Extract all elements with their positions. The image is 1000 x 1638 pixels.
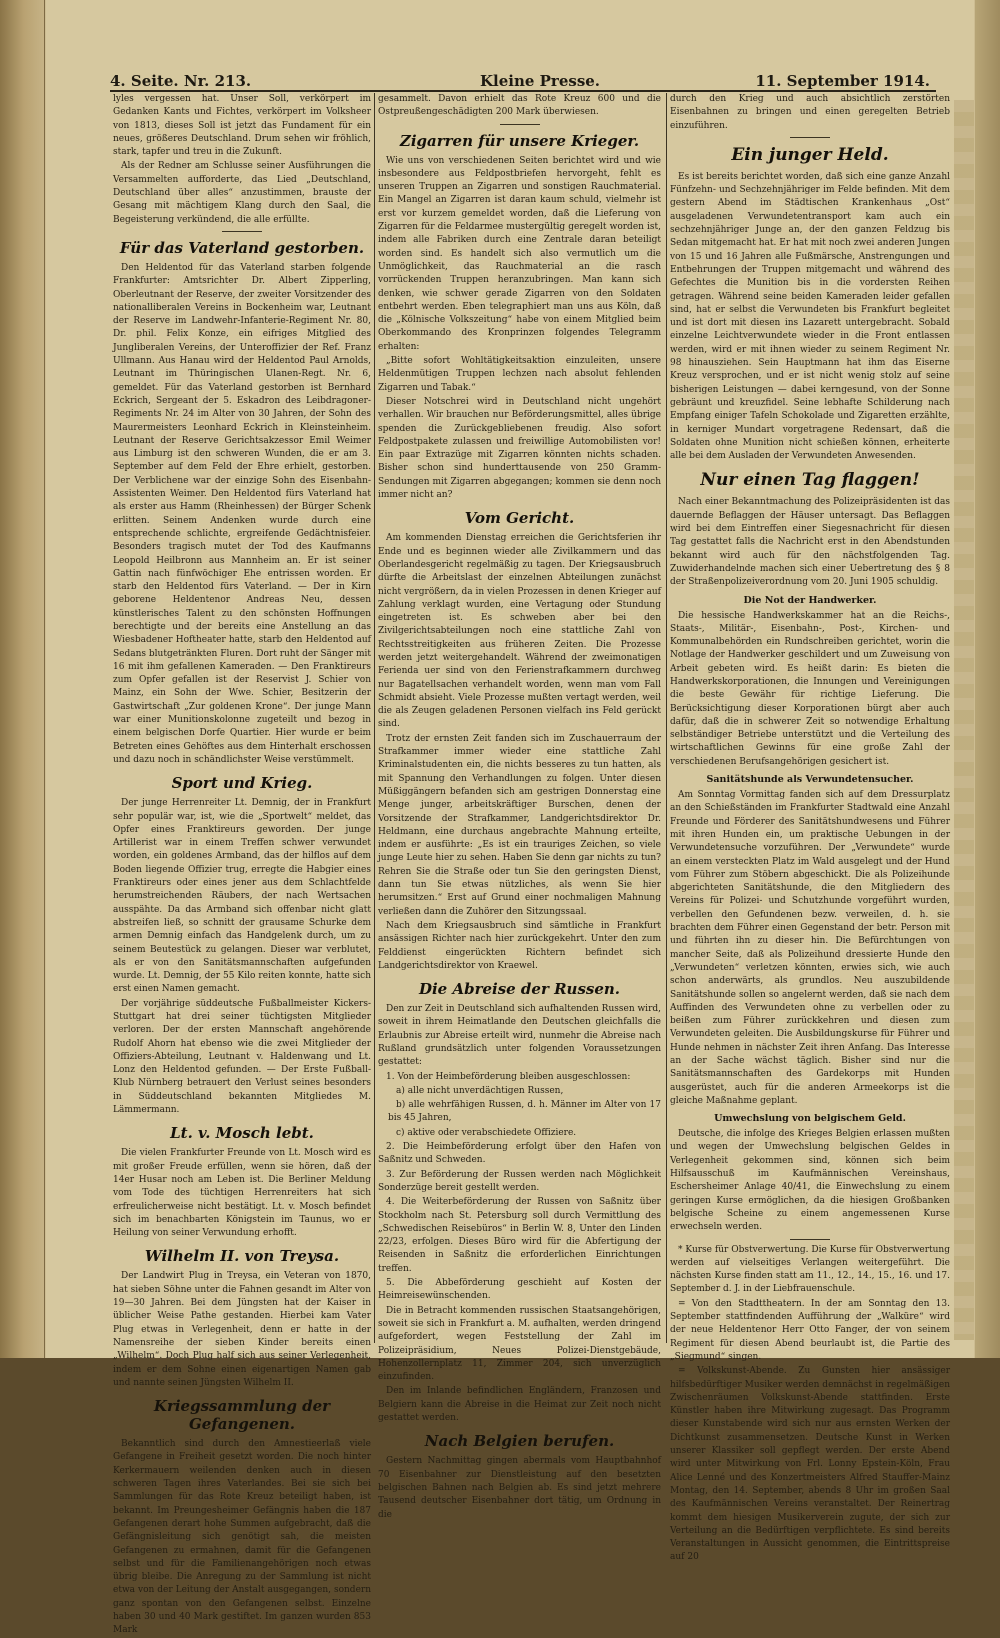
- article-text: Wie uns von verschiedenen Seiten berichtet wird und wie insbesondere aus Feldpostbriefen hervorgeht, fehlt es unseren Truppen an Zigarren und sonstigen Rauchmaterial. Ein Mangel an Zigarren ist daran kaum schuld, vielmehr ist erst vor kurzem gemeldet worden, daß die Lieferung von Zigarren für die Feldarmee mustergültig geregelt worden ist, indem alle Fabriken durch eine Zentrale daran beteiligt worden sind. Es handelt sich also vermutlich um die Unmöglichkeit, das Rauchmaterial an die rasch vorrückenden Truppen heranzubringen. Man kann sich denken, wie schwer gerade Zigarren von den Soldaten entbehrt werden. Eben telegraphiert man uns aus Köln, daß die „Kölnische Volkszeitung“ habe von einem Mitglied beim Oberkommando des Kronprinzen folgendes Telegramm erhalten:: [378, 155, 661, 352]
- article-text: lyles vergessen hat. Unser Soll, verkörpert im Gedanken Kants und Fichtes, verkörpert im Volksheer von 1813, dieses Soll ist jetzt das Fundament für ein neues, größeres Deutschland. Drum sehen wir fröhlich, stark, tapfer und treu in die Zukunft.: [113, 94, 371, 158]
- article-text: gesammelt. Davon erhielt das Rote Kreuz 600 und die Ostpreußengeschädigten 200 Mark überwiesen.: [378, 94, 661, 118]
- header-rule: [110, 90, 936, 92]
- article-heading: Sport und Krieg.: [171, 774, 313, 793]
- article-heading: Nach Belgien berufen.: [424, 1432, 615, 1451]
- article-text: Deutsche, die infolge des Krieges Belgien erlassen mußten und wegen der Umwechslung belgischen Geldes in Verlegenheit gekommen sind, können sich beim Hilfsausschuß im Kaufmännischen Vereinshaus, Eschersheimer Anlage 40/41, die Einwechslung zu einem geringen Kurse ermöglichen, da die hiesigen Großbanken belgische Scheine zu einem angemessenen Kurse erwechseln werden.: [670, 1129, 950, 1233]
- list-item: 4. Die Weiterbeförderung der Russen von Saßnitz über Stockholm nach St. Petersburg soll durch Vermittlung des „Schwedischen Reisebüros“ in Berlin W. 8, Unter den Linden 22/23, erfolgen. Dieses Büro wird für die Abfertigung der Reisenden in Saßnitz die erforderlichen Einrichtungen treffen.: [378, 1197, 661, 1274]
- article-text: Der junge Herrenreiter Lt. Demnig, der in Frankfurt sehr populär war, ist, wie die „Sportwelt“ meldet, das Opfer eines Franktireurs geworden. Der junge Artillerist war in einem Treffen schwer verwundet worden, ein goldenes Armband, das der hilflos auf dem Boden liegende Offizier trug, erregte die Habgier eines Franktireurs oder eines jener aus dem Schlachtfelde herumstreichenden Räubers, der nach Wertsachen ausspähte. Da das Armband sich offenbar nicht glatt abstreifen ließ, so schnitt der grausame Schurke dem armen Demnig einfach das Handgelenk durch, um zu seinem Beutestück zu gelangen. Dieser war verblutet, als er von den Sanitätsmannschaften aufgefunden wurde. Lt. Demnig, der 55 Kilo reiten konnte, hatte sich erst einen Namen gemacht.: [113, 798, 371, 995]
- list-item: a) alle nicht unverdächtigen Russen,: [396, 1085, 564, 1096]
- page-number: 4. Seite. Nr. 213.: [110, 72, 252, 90]
- list-item: 2. Die Heimbeförderung erfolgt über den Hafen von Saßnitz und Schweden.: [378, 1142, 661, 1166]
- column-3: [670, 93, 950, 1563]
- article-text: Die vielen Frankfurter Freunde von Lt. Mosch wird es mit großer Freude erfüllen, wenn sie hören, daß der 14er Husar noch am Leben ist. Die Berliner Meldung vom Tode des tüchtigen Herrenreiters hat sich erfreulicherweise nicht bestätigt. Lt. v. Mosch befindet sich im benachbarten Königstein im Taunus, wo er Heilung von seiner Verwundung erhofft.: [113, 1148, 371, 1239]
- article-heading: Wilhelm II. von Treysa.: [144, 1247, 340, 1266]
- article-text: Den zur Zeit in Deutschland sich aufhaltenden Russen wird, soweit in ihrem Heimatlande den Deutschen gleichfalls die Erlaubnis zur Abreise erteilt wird, nunmehr die Abreise nach Rußland grundsätzlich unter folgenden Voraussetzungen gestattet:: [378, 1004, 661, 1068]
- article-text: Nach dem Kriegsausbruch sind sämtliche in Frankfurt ansässigen Richter nach hier zurückgekehrt. Unter den zum Felddienst eingerückten Richtern befindet sich Landgerichtsdirektor von Kraewel.: [378, 920, 661, 971]
- article-text: = Von den Stadttheatern. In der am Sonntag den 13. September stattfindenden Aufführung der „Walküre“ wird der neue Heldentenor Herr Otto Fanger, der von seinem Regiment für diesen Abend beurlaubt ist, die Partie des „Siegmund“ singen.: [670, 1298, 950, 1362]
- article-heading: Die Abreise der Russen.: [418, 980, 621, 999]
- list-item: 5. Die Abbeförderung geschieht auf Kosten der Heimreisewünschenden.: [378, 1278, 661, 1302]
- article-text: durch den Krieg und auch absichtlich zerstörten Eisenbahnen zu bringen und einen geregelten Betrieb einzuführen.: [670, 94, 950, 131]
- article-text: Am kommenden Dienstag erreichen die Gerichtsferien ihr Ende und es beginnen wieder alle Zivilkammern und das Oberlandesgericht regelmäßig zu tagen. Der Kriegsausbruch dürfte die Arbeitslast der einzelnen Abteilungen zunächst nicht vergrößern, da in vielen Prozessen in denen Krieger auf Zahlung verklagt wurden, eine Vertagung oder Stundung eingetreten ist. Es schweben aber bei den Zivilgerichtsabteilungen noch eine stattliche Zahl von Rechtsstreitigkeiten aus früheren Zeiten. Die Prozesse werden jetzt weitergehandelt. Während der zweimonatigen Ferienda uer sind von den Ferienstrafkammern durchweg nur Bagatellsachen verhandelt worden, wenn man vom Fall Schmidt absieht. Viele Prozesse mußten vertagt werden, weil die als Zeugen geladenen Personen vielfach ins Feld gerückt sind.: [378, 533, 661, 730]
- article-text: Gestern Nachmittag gingen abermals vom Hauptbahnhof 70 Eisenbahner zur Dienstleistung auf den besetzten belgischen Bahnen nach Belgien ab. Es sind jetzt mehrere Tausend deutscher Eisenbahner dort tätig, um Ordnung in die: [378, 1456, 661, 1520]
- article-subheading: Die Not der Handwerker.: [743, 594, 877, 606]
- paper-title: Kleine Presse.: [480, 72, 601, 90]
- list-item: c) aktive oder verabschiedete Offiziere.: [396, 1127, 577, 1138]
- page-edge-right: [975, 0, 1000, 1358]
- article-text: Die hessische Handwerkskammer hat an die Reichs-, Staats-, Militär-, Eisenbahn-, Post-, Kirchen- und Kommunalbehörden ein Rundschreiben gerichtet, worin die Notlage der Handwerker geschildert und um Zuweisung von Arbeit gebeten wird. Es heißt darin: Es bieten die Handwerkskorporationen, die Innungen und Vereinigungen die beste Gewähr für richtige Lieferung. Die Berücksichtigung dieser Korporationen bürgt aber auch dafür, daß die in schwerer Zeit so notwendige Erhaltung selbständiger Betriebe unterstützt und die Verteilung des wirtschaftlichen Gewinns für eine große Zahl der verschiedenen Berufsangehörigen gesichert ist.: [670, 610, 950, 767]
- article-text: Am Sonntag Vormittag fanden sich auf dem Dressurplatz an den Schießständen im Frankfurter Stadtwald eine Anzahl Freunde und Förderer des Sanitätshundwesens und Führer mit ihren Hunden ein, um praktische Uebungen in der Verwundetensuche vorzuführen. Der „Verwundete“ wurde an einem versteckten Platz im Wald ausgelegt und der Hund vom Führer zum Stöbern abgeschickt. Die als Polizeihunde abgerichteten Sanitätshunde, die den Mitgliedern des Vereins für Polizei- und Schutzhunde vorgeführt wurden, verbellen den Gefundenen bezw. verweilen, d. h. sie brachten dem Führer einen Gegenstand der betr. Person mit und führten ihn zu dieser hin. Die Befürchtungen von mancher Seite, daß als Polizeihund dressierte Hunde den „Verwundeten“ verletzen könnten, erwies sich, wie auch schon anderwärts, als grundlos. Neu auszubildende Sanitätshunde sollen so angelernt werden, daß sie nach dem Auffinden des Verwundeten ohne zu verbellen oder zu beißen zum Führer zurückkehren und diesen zum Verwundeten geleiten. Die Ausbildungskurse für Führer und Hunde nehmen in nächster Zeit ihren Anfang. Das Interesse an der Sache wächst täglich. Bisher sind nur die Sanitätsmannschaften des Gardekorps mit Hunden ausgerüstet, auch für die anderen Armeekorps ist die gleiche Maßnahme geplant.: [670, 790, 950, 1106]
- article-text: Trotz der ernsten Zeit fanden sich im Zuschauerraum der Strafkammer immer wieder eine stattliche Zahl Kriminalstudenten ein, die nichts besseres zu tun hatten, als mit Spannung den Verhandlungen zu folgen. Unter diesen Müßiggängern befanden sich am gestrigen Donnerstag eine Menge junger, arbeitskräftiger Burschen, denen der Vorsitzende der Strafkammer, Landgerichtsdirektor Dr. Heldmann, eine durchaus angebrachte Mahnung erteilte, indem er ausführte: „Es ist ein trauriges Zeichen, so viele junge Leute hier zu sehen. Haben Sie denn gar nichts zu tun? Rehren Sie die Straße oder tun Sie den geringsten Dienst, dann tun Sie etwas nützliches, als wenn Sie hier herumsitzen.“ Erst auf Grund einer nochmaligen Mahnung verließen dann die Zuhörer den Sitzungssaal.: [378, 733, 661, 917]
- list-item: 3. Zur Beförderung der Russen werden nach Möglichkeit Sonderzüge bereit gestellt werden.: [378, 1169, 661, 1193]
- list-item: 1. Von der Heimbeförderung bleiben ausgeschlossen:: [386, 1071, 631, 1082]
- column-2: [378, 93, 661, 1520]
- article-text: = Volkskunst-Abende. Zu Gunsten hier ansässiger hilfsbedürftiger Musiker werden demnächst in regelmäßigen Zwischenräumen Volkskunst-Abende stattfinden. Erste Künstler haben ihre Mitwirkung zugesagt. Das Programm dieser Kunstabende wird sich nur aus ernsten Werken der Dichtkunst zusammensetzen. Deutsche Kunst in Werken unserer Klassiker soll gepflegt werden. Der erste Abend wird unter Mitwirkung von Frl. Lonny Epstein-Köln, Frau Alice Lenné und des Konzertmeisters Alfred Stauffer-Mainz Montag, den 14. September, abends 8 Uhr im großen Saal des Kaufmännischen Vereins veranstaltet. Der Reinertrag kommt dem hiesigen Musikerverein zugute, der sich zur Verteilung an die Bedürftigen verpflichtete. Es sind bereits Veranstaltungen in Aussicht genommen, die Eintrittspreise auf 20: [670, 1366, 950, 1563]
- list-item: b) alle wehrfähigen Russen, d. h. Männer im Alter von 17 bis 45 Jahren,: [388, 1100, 661, 1124]
- article-text: * Kurse für Obstverwertung. Die Kurse für Obstverwertung werden auf vielseitiges Verlangen weitergeführt. Die nächsten Kurse finden statt am 11., 12., 14., 15., 16. und 17. September d. J. in der Liebfrauenschule.: [670, 1244, 950, 1295]
- article-text: Es ist bereits berichtet worden, daß sich eine ganze Anzahl Fünfzehn- und Sechzehnjähriger im Felde befinden. Mit dem gestern Abend im Städtischen Krankenhaus „Ost“ ausgeladenen Verwundetentransport kam auch ein sechzehnjähriger Junge an, der den ganzen Feldzug bis Sedan mitgemacht hat. Er hat mit noch zwei anderen Jungen von 15 und 16 Jahren alle Fußmärsche, Anstrengungen und Entbehrungen der Truppen mitgemacht und während des Gefechtes die Munition bis in die vordersten Reihen getragen. Während seine beiden Kameraden leider gefallen sind, hat er selbst die Verwundeten bis Frankfurt begleitet und ist dort mit diesen ins Lazarett untergebracht. Sobald einzelne Leichtverwundete wieder in die Front entlassen werden, wird er mit ihnen wieder zu seinem Regiment Nr. 98 hinausziehen. Sein Hauptmann hat ihm das Eiserne Kreuz versprochen, und er ist nicht wenig stolz auf seine bisherigen Leistungen — dabei kerngesund, von der Sonne gebräunt und kreuzfidel. Seine lebhafte Schilderung nach Empfang einiger Tafeln Schokolade und Zigaretten erzählte, in kerniger Mundart vorgetragene Redensart, daß die Soldaten ohne Munition nicht schießen können, erheiterte alle bei dem Ausladen der Verwundeten Anwesenden.: [670, 171, 950, 462]
- column-separator: [374, 93, 375, 1343]
- adjacent-page-strip: [954, 100, 974, 1340]
- article-text: Nach einer Bekanntmachung des Polizeipräsidenten ist das dauernde Beflaggen der Häuser untersagt. Das Beflaggen wird bei dem Eintreffen einer Siegesnachricht für diesen Tag gestattet falls die Nachricht erst in den Abendstunden bekannt wird auch für den nächstfolgenden Tag. Zuwiderhandelnde machen sich einer Uebertretung des § 8 der Straßenpolizeiverordnung vom 20. Juni 1905 schuldig.: [670, 497, 950, 588]
- telegram-text: „Bitte sofort Wohltätigkeitsaktion einzuleiten, unsere Heldenmütigen Truppen lechzen nach absolut fehlenden Zigarren und Tabak.“: [378, 356, 661, 393]
- article-heading: Nur einen Tag flaggen!: [700, 470, 920, 491]
- article-heading: Zigarren für unsere Krieger.: [399, 131, 640, 150]
- article-heading: Für das Vaterland gestorben.: [119, 238, 365, 257]
- article-subheading: Sanitätshunde als Verwundetensucher.: [706, 774, 914, 786]
- issue-date: 11. September 1914.: [755, 72, 930, 90]
- article-text: Der Landwirt Plug in Treysa, ein Veteran von 1870, hat sieben Söhne unter die Fahnen gesandt im Alter von 19—30 Jahren. Bei dem Jüngsten hat der Kaiser in üblicher Weise Pathe gestanden. Hierbei kam Vater Plug etwas in Verlegenheit, denn er hatte in der Namensreihe der sieben Kinder bereits einen „Wilhelm“. Doch Plug half sich aus seiner Verlegenheit, indem er dem Sohne einen eigenartigen Namen gab und nannte seinen Jüngsten Wilhelm II.: [113, 1271, 371, 1388]
- divider: [500, 124, 540, 125]
- column-separator: [666, 93, 667, 1343]
- article-heading: Ein junger Held.: [731, 144, 889, 165]
- article-text: Der vorjährige süddeutsche Fußballmeister Kickers-Stuttgart hat drei seiner tüchtigsten Mitglieder verloren. Der der ersten Mannschaft angehörende Rudolf Ahorn hat ebenso wie die zwei Mitglieder der Offiziers-Abteilung, Leutnant v. Haldenwang und Lt. Lonz den Heldentod gefunden. — Der Erste Fußball-Klub Nürnberg betrauert den Verlust seines besonders in Süddeutschland bekannten Mitgliedes M. Lämmermann.: [113, 998, 371, 1116]
- article-text: Dieser Notschrei wird in Deutschland nicht ungehört verhallen. Wir brauchen nur Beförderungsmittel, alles übrige spenden die Zurückgebliebenen freudig. Also sofort Feldpostpakete zulassen und freiwillige Automobilisten vor! Ein paar Extrazüge mit Zigarren könnten nichts schaden. Bisher schon sind hunderttausende von 250 Gramm-Sendungen mit Zigarren abgegangen; kommen sie denn noch immer nicht an?: [378, 396, 661, 501]
- binding-edge-left: [0, 0, 45, 1358]
- article-heading: Lt. v. Mosch lebt.: [170, 1124, 314, 1143]
- article-heading: Kriegssammlung der Gefangenen.: [153, 1397, 331, 1434]
- divider: [790, 1239, 830, 1240]
- article-text: Den Heldentod für das Vaterland starben folgende Frankfurter: Amtsrichter Dr. Albert Zipperling, Oberleutnant der Reserve, der zweiter Vorsitzender des nationalliberalen Vereins in Bockenheim war, Leutnant der Reserve im Landwehr-Infanterie-Regiment Nr. 80, Dr. phil. Felix Konze, ein eifriges Mitglied des Jungliberalen Vereins, der Unteroffizier der Ref. Franz Ullmann. Aus Hanau wird der Heldentod Paul Arnolds, Leutnant im Thüringischen Ulanen-Regt. Nr. 6, gemeldet. Für das Vaterland gestorben ist Bernhard Eckrich, Sergeant der 5. Eskadron des Leibdragoner-Regiments Nr. 24 im Alter von 30 Jahren, der Sohn des Maurermeisters Leonhard Eckrich in Kleinsteinheim. Leutnant der Reserve Gerichtsakzessor Emil Weimer aus Limburg ist den schweren Wunden, die er am 3. September auf dem Feld der Ehre erhielt, gestorben. Der Verblichene war der einzige Sohn des Eisenbahn-Assistenten Weimer. Den Heldentod fürs Vaterland hat als erster aus Hamm (Rheinhessen) der Bürger Schenk erlitten. Seinem Andenken wurde durch eine entsprechende schlichte, ergreifende Gedächtnisfeier. Besonders tragisch mutet der Tod des Kaufmanns Leopold Heilbronn aus Mannheim an. Er ist seiner Gattin nach fünfwöchiger Ehe entrissen worden. Er starb den Heldentod fürs Vaterland. — Der in Kirn geborene Heldentenor Andreas Neu, dessen künstlerisches Talent zu den schönsten Hoffnungen berechtigte und der bereits eine Anstellung an das Wiesbadener Hoftheater hatte, starb den Heldentod auf Sedans blutgetränkten Fluren. Dort ruht der Sänger mit 16 mit ihm gefallenen Kameraden. — Den Franktireurs zum Opfer gefallen ist der Reservist J. Schier von Mainz, ein Sohn der Wwe. Schier, Besitzerin der Gastwirtschaft „Zur goldenen Krone“. Der junge Mann war einer Munitionskolonne zugeteilt und bezog in einem belgischen Dorfe Quartier. Hier wurde er beim Betreten eines Gehöftes aus dem Hinterhalt erschossen und dazu noch in schändlichster Weise verstümmelt.: [113, 262, 371, 765]
- divider: [790, 137, 830, 138]
- article-text: Bekanntlich sind durch den Amnestieerlaß viele Gefangene in Freiheit gesetzt worden. Die noch hinter Kerkermauern weilenden denken auch in diesen schweren Tagen ihres Vaterlandes. Bei sie sich bei Sammlungen für das Rote Kreuz beteiligt haben, ist bekannt. Im Preungesheimer Gefängnis haben die 187 Gefangenen derart hohe Summen aufgebracht, daß die Gefängnisleitung sich genötigt sah, die meisten Gefangenen zu ermahnen, damit für die Gefangenen selbst und für die Familienangehörigen noch etwas übrig bleibe. Die Anregung zu der Sammlung ist nicht etwa von der Leitung der Anstalt ausgegangen, sondern ganz spontan von den Gefangenen selbst. Einzelne haben 30 und 40 Mark gestiftet. Im ganzen wurden 853 Mark: [113, 1439, 371, 1636]
- article-text: Den im Inlande befindlichen Engländern, Franzosen und Belgiern kann die Abreise in die Heimat zur Zeit noch nicht gestattet werden.: [378, 1386, 661, 1424]
- divider: [222, 231, 262, 232]
- column-1: [113, 93, 371, 1636]
- article-heading: Vom Gericht.: [464, 509, 575, 528]
- article-subheading: Umwechslung von belgischem Geld.: [714, 1113, 906, 1125]
- article-text: Als der Redner am Schlusse seiner Ausführungen die Versammelten aufforderte, das Lied „Deutschland, Deutschland über alles“ anzustimmen, brauste der Gesang mit mächtigem Klang durch den Saal, die Begeisterung verkündend, die alle erfüllte.: [113, 161, 371, 225]
- article-text: Die in Betracht kommenden russischen Staatsangehörigen, soweit sie sich in Frankfurt a. M. aufhalten, werden dringend aufgefordert, wegen Feststellung der Zahl im Polizeipräsidium, Neues Polizei-Dienstgebäude, Hohenzollernplatz 11, Zimmer 204, sich unverzüglich einzufinden.: [378, 1305, 661, 1383]
